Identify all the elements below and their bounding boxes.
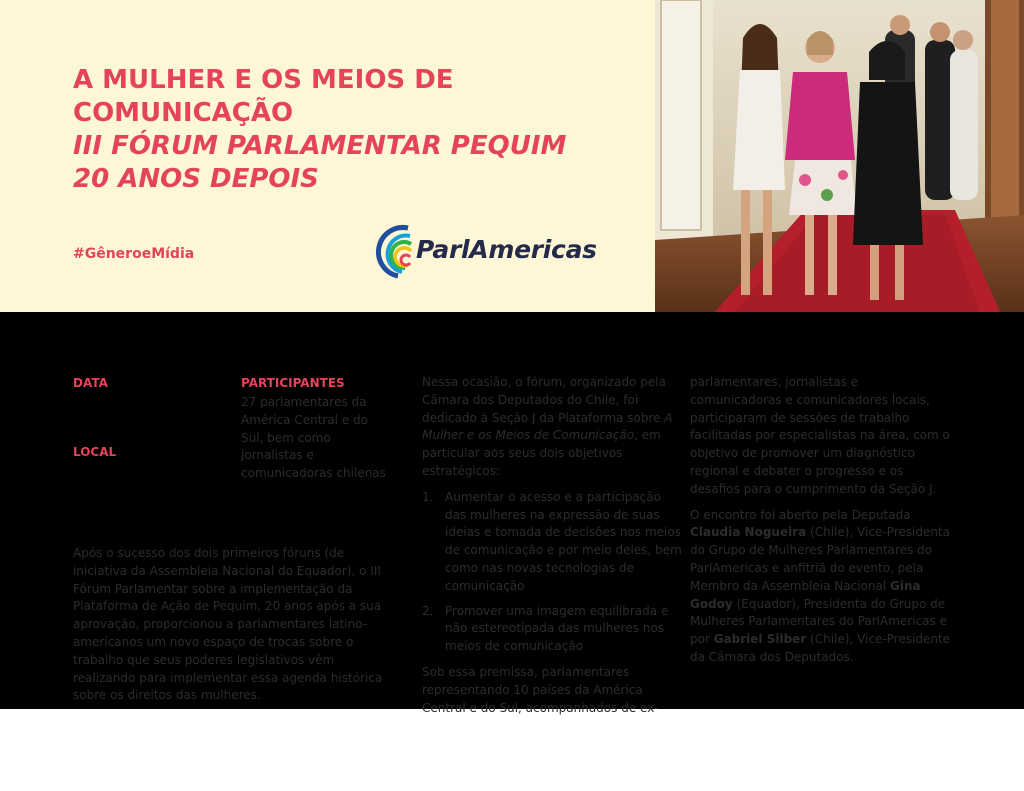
objectives-list xyxy=(422,489,684,656)
intro-paragraph: Após o sucesso dos dois primeiros fóruns (de iniciativa da Assembleia Nacional do Equador), o III Fórum Parlamentar sobre a implementação da Plataforma de Ação de Pequim, 20 anos após a sua aprovação, proporcionou a parlamentares latino-americanos um novo espaço de trocas sobre o trabalho que seus poderes legislativos vêm realizando para implementar essa agenda histórica sobre os direitos das mulheres. xyxy=(73,546,383,703)
page-title xyxy=(73,64,643,196)
local-label: LOCAL xyxy=(73,445,117,459)
list-item xyxy=(422,603,684,656)
list-item-number: 2. xyxy=(422,603,434,618)
col2-p1-end: , em particular aos seus dois objetivos estratégicos: xyxy=(422,428,661,478)
photo-icon xyxy=(655,0,1024,312)
col3-paragraph-1: parlamentares, jornalistas e comunicadoras e comunicadores locais, participaram de sessões de trabalho facilitadas por especialistas na área, com o objetivo de promover um diagnóstico regional e debater o progresso e os desafios para o cumprimento da Seção J. xyxy=(690,375,950,496)
participants-text: 27 parlamentares da América Central e do Sul, bem como jornalistas e comunicadoras chilenas xyxy=(241,395,386,481)
title-line-2: COMUNICAÇÃO xyxy=(73,98,294,128)
title-line-3: III FÓRUM PARLAMENTAR PEQUIM xyxy=(73,131,567,161)
title-line-1: A MULHER E OS MEIOS DE xyxy=(73,65,454,95)
column-2 xyxy=(422,374,684,725)
logo-text: ParlAmericas xyxy=(416,235,597,264)
col2-p1-start: Nessa ocasião, o fórum, organizado pela Câmara dos Deputados do Chile, foi dedicado à Seção J da Plataforma sobre xyxy=(422,375,666,425)
column-3 xyxy=(690,374,952,675)
col2-paragraph-2: Sob essa premissa, parlamentares representando 10 países da América Central e do Sul, acompanhados de ex- xyxy=(422,664,659,715)
hero-banner xyxy=(0,0,655,312)
list-item xyxy=(422,489,684,596)
col3-p2-a: O encontro foi aberto pela Deputada xyxy=(690,507,911,522)
col3-p2-d: (Chile), Vice-Presidente da Câmara dos Deputados. xyxy=(690,632,951,664)
speaker-name-2: Gina Godoy xyxy=(690,578,921,611)
content-section xyxy=(0,312,1024,715)
list-item-text: Aumentar o acesso e a participação das mulheres na expressão de suas ideias e tomada de decisões nos meios de comunicação e por meio deles, bem como nas novas tecnologias de comunicação xyxy=(445,489,682,593)
hashtag: #GêneroeMídia xyxy=(73,246,195,262)
list-item-text: Promover uma imagem equilibrada e não estereotipada das mulheres nos meios de comunicação xyxy=(445,603,669,654)
speaker-name-3: Gabriel Silber xyxy=(713,632,807,647)
col2-p1-italic: A Mulher e os Meios de Comunicação xyxy=(422,410,673,443)
list-item-number: 1. xyxy=(422,489,434,504)
title-line-4: 20 ANOS DEPOIS xyxy=(73,164,319,194)
event-photo xyxy=(655,0,1024,312)
col3-p2-c: (Equador), Presidenta do Grupo de Mulheres Parlamentares do ParlAmericas e por xyxy=(690,596,947,647)
col3-paragraph-2 xyxy=(690,507,952,667)
parlamericas-logo xyxy=(368,214,608,284)
col3-p2-b: (Chile), Vice-Presidenta do Grupo de Mulheres Parlamentares do ParlAmericas e anfitriã do evento, pela Membro da Assembleia Nacional xyxy=(690,525,950,593)
data-label: DATA xyxy=(73,376,108,390)
participants-label: PARTICIPANTES xyxy=(241,376,345,390)
speaker-name-1: Claudia Nogueira xyxy=(690,525,807,540)
col2-paragraph-1 xyxy=(422,374,684,481)
